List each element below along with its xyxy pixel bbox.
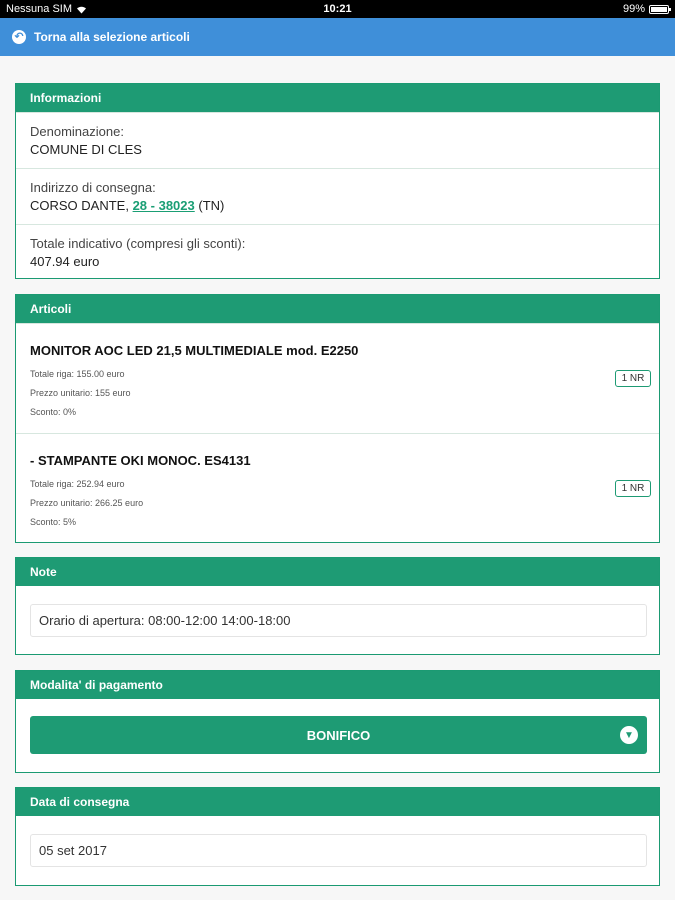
denominazione-row — [16, 112, 659, 168]
back-arrow-icon[interactable]: ↶ — [12, 30, 26, 44]
totale-value: 407.94 euro — [30, 254, 100, 269]
article-item[interactable] — [16, 433, 659, 543]
back-to-articles-link[interactable]: Torna alla selezione articoli — [34, 30, 190, 44]
article-item[interactable] — [16, 323, 659, 433]
battery-icon — [649, 5, 669, 14]
quantity-badge[interactable]: 1 NR — [615, 480, 651, 497]
indirizzo-province: (TN) — [194, 198, 225, 213]
articles-card-header: Articoli — [16, 295, 659, 323]
delivery-date-card-header: Data di consegna — [16, 788, 659, 816]
nav-bar — [0, 18, 675, 56]
delivery-date-field[interactable]: 05 set 2017 — [30, 834, 647, 867]
payment-card-header: Modalita' di pagamento — [16, 671, 659, 699]
notes-card-header: Note — [16, 558, 659, 586]
article-line-total: Totale riga: 252.94 euro — [30, 479, 125, 489]
denominazione-value: COMUNE DI CLES — [30, 142, 142, 157]
chevron-down-icon[interactable]: ▼ — [620, 726, 638, 744]
articles-card — [15, 294, 660, 543]
battery-level — [651, 7, 667, 12]
article-unit-price: Prezzo unitario: 155 euro — [30, 388, 131, 398]
indirizzo-label: Indirizzo di consegna: — [30, 180, 156, 195]
notes-card — [15, 557, 660, 655]
indirizzo-street: CORSO DANTE, — [30, 198, 133, 213]
article-title: MONITOR AOC LED 21,5 MULTIMEDIALE mod. E2250 — [30, 343, 359, 358]
status-bar — [0, 0, 675, 18]
article-title: - STAMPANTE OKI MONOC. ES4131 — [30, 453, 251, 468]
delivery-date-card — [15, 787, 660, 886]
article-discount: Sconto: 5% — [30, 517, 77, 527]
payment-method-select[interactable] — [30, 716, 647, 754]
article-discount: Sconto: 0% — [30, 407, 77, 417]
quantity-badge[interactable]: 1 NR — [615, 370, 651, 387]
battery-percent: 99% — [622, 3, 645, 15]
indirizzo-value — [30, 198, 645, 213]
denominazione-label: Denominazione: — [30, 124, 124, 139]
payment-method-value: BONIFICO — [306, 727, 371, 743]
carrier-label: Nessuna SIM — [6, 3, 73, 15]
indirizzo-map-link[interactable]: 28 - 38023 — [132, 198, 195, 213]
article-line-total: Totale riga: 155.00 euro — [30, 369, 125, 379]
info-card-header: Informazioni — [16, 84, 659, 112]
info-card — [15, 83, 660, 279]
totale-row — [16, 224, 659, 278]
payment-card — [15, 670, 660, 773]
clock: 10:21 — [323, 3, 352, 15]
notes-field[interactable]: Orario di apertura: 08:00-12:00 14:00-18:00 — [30, 604, 647, 637]
article-unit-price: Prezzo unitario: 266.25 euro — [30, 498, 144, 508]
indirizzo-row — [16, 168, 659, 224]
totale-label: Totale indicativo (compresi gli sconti): — [30, 236, 246, 251]
